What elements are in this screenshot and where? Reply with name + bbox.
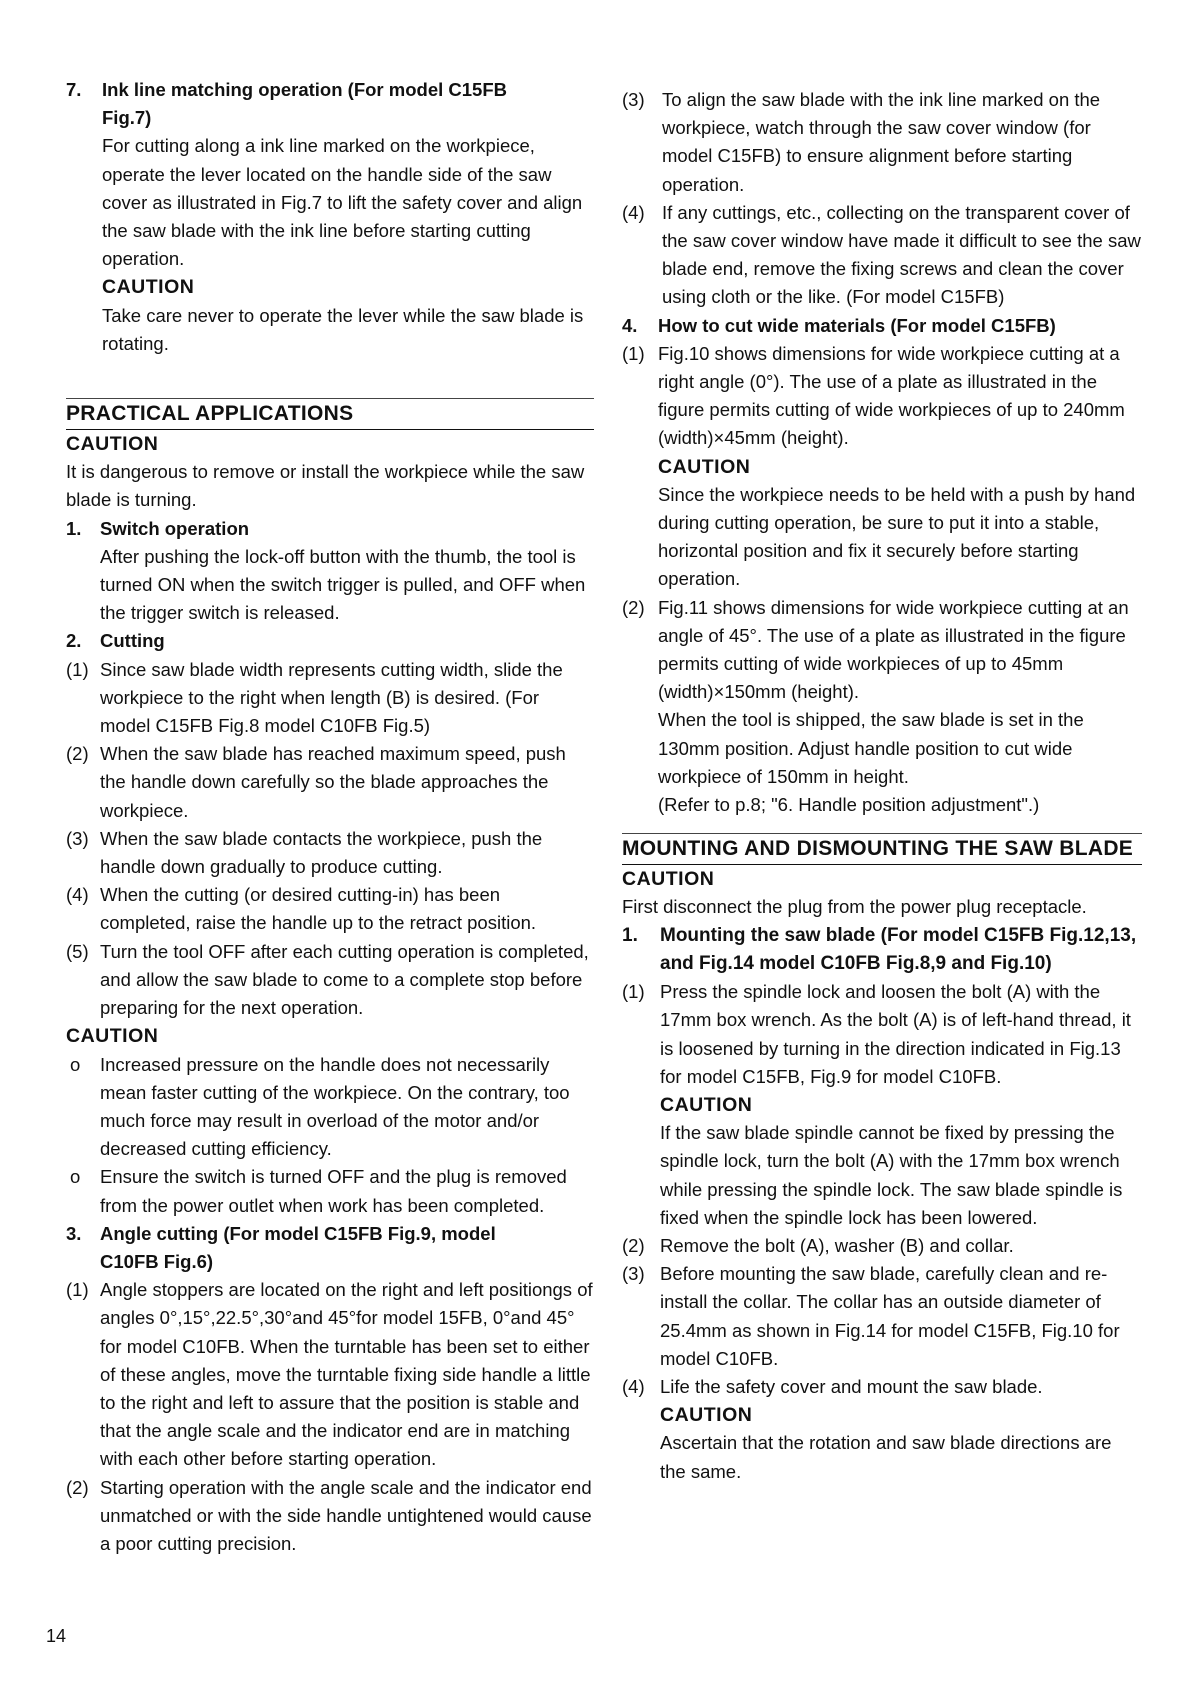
- section-number: 1.: [66, 517, 82, 539]
- item-text: Before mounting the saw blade, carefully clean and re-install the collar. The collar has an outside diameter of 25.4mm as shown in Fig.14 for model C15FB, Fig.10 for model C10FB.: [660, 1263, 1120, 1369]
- list-item: [66, 740, 594, 825]
- page-number: 14: [46, 1626, 67, 1646]
- section-number: 4.: [622, 314, 638, 336]
- section-4-heading: [622, 312, 1142, 340]
- caution-text: Since the workpiece needs to be held with a push by hand during cutting operation, be sure to put it into a stable, horizontal position and fix it securely before starting operation.: [658, 483, 1136, 590]
- list-item: [622, 1232, 1142, 1260]
- list-item: [622, 978, 1142, 1232]
- section-title: Fig.7): [102, 107, 152, 129]
- bullet-item: [66, 1051, 594, 1164]
- list-item: [66, 656, 594, 741]
- item-text: When the saw blade has reached maximum speed, push the handle down carefully so the blade approaches the workpiece.: [100, 743, 566, 821]
- section-number: 3.: [66, 1222, 82, 1244]
- list-item: [622, 594, 1142, 820]
- list-item: [622, 1373, 1142, 1486]
- item-text: Increased pressure on the handle does not necessarily mean faster cutting of the workpiece. On the contrary, too much force may result in overload of the motor and/or decreased cutting efficiency.: [100, 1053, 570, 1160]
- left-column: [66, 76, 594, 1558]
- caution-text: It is dangerous to remove or install the workpiece while the saw blade is turning.: [66, 461, 585, 511]
- caution-label: CAUTION: [66, 433, 159, 456]
- item-text: Since saw blade width represents cutting width, slide the workpiece to the right when length (B) is desired. (For model C15FB Fig.8 model C10FB Fig.5): [100, 658, 563, 737]
- section-7-heading: [66, 76, 594, 132]
- caution-label: CAUTION: [660, 1093, 753, 1116]
- caution-label: CAUTION: [102, 276, 195, 299]
- section-title: C10FB Fig.6): [100, 1250, 214, 1272]
- item-number: (5): [66, 940, 89, 962]
- section-title: Switch operation: [100, 517, 250, 539]
- caution-label: CAUTION: [66, 1025, 159, 1048]
- item-number: (2): [66, 1476, 89, 1498]
- list-item: [622, 86, 1142, 199]
- section-title: Ink line matching operation (For model C15FB: [102, 79, 507, 100]
- item-number: (3): [66, 827, 89, 849]
- item-text: Fig.11 shows dimensions for wide workpiece cutting at an angle of 45°. The use of a plate as illustrated in the figure permits cutting of wide workpieces of up to 45mm (width)×150mm (height).: [658, 596, 1129, 703]
- item-number: (2): [622, 1234, 645, 1256]
- caution-text: If the saw blade spindle cannot be fixed by pressing the spindle lock, turn the bolt (A) with the 17mm box wrench while pressing the spindle lock. The saw blade spindle is fixed when the spindle lock has been lowered.: [660, 1122, 1123, 1228]
- item-number: (3): [622, 89, 645, 110]
- item-number: (4): [622, 201, 645, 223]
- item-number: (4): [66, 884, 89, 906]
- item-text: Life the safety cover and mount the saw blade.: [660, 1375, 1043, 1397]
- item-text: Starting operation with the angle scale and the indicator end unmatched or with the side handle untightened would cause a poor cutting precision.: [100, 1476, 592, 1554]
- list-item: [622, 1260, 1142, 1373]
- paragraph: For cutting along a ink line marked on the workpiece, operate the lever located on the handle side of the saw cover as illustrated in Fig.7 to lift the safety cover and align the saw blade with the ink line before starting cutting operation.: [102, 135, 583, 270]
- item-number: (2): [66, 743, 89, 765]
- bullet-item: [66, 1163, 594, 1219]
- caution-label: CAUTION: [660, 1404, 753, 1427]
- section-2-heading: [66, 627, 594, 655]
- caution-label: CAUTION: [622, 868, 715, 891]
- list-item: [66, 881, 594, 937]
- section-number: 2.: [66, 630, 82, 652]
- item-text: If any cuttings, etc., collecting on the transparent cover of the saw cover window have made it difficult to see the saw blade end, remove the fixing screws and clean the cover using cloth or the like. (For model C15FB): [662, 201, 1141, 308]
- item-number: (3): [622, 1263, 645, 1285]
- list-item: [622, 199, 1142, 312]
- list-item: [66, 938, 594, 1023]
- mount-section-1-heading: [622, 922, 1142, 978]
- caution-text: First disconnect the plug from the power plug receptacle.: [622, 896, 1087, 918]
- section-3-heading: [66, 1220, 594, 1276]
- list-item: [66, 1474, 594, 1559]
- item-number: (4): [622, 1375, 645, 1397]
- bullet-icon: o: [70, 1053, 81, 1075]
- item-text: When the cutting (or desired cutting-in) has been completed, raise the handle up to the retract position.: [100, 884, 537, 934]
- caution-text: Ascertain that the rotation and saw blade directions are the same.: [660, 1432, 1112, 1482]
- item-text: To align the saw blade with the ink line marked on the workpiece, watch through the saw cover window (for model C15FB) to ensure alignment before starting operation.: [662, 89, 1101, 195]
- item-text: Turn the tool OFF after each cutting operation is completed, and allow the saw blade to come to a complete stop before preparing for the next operation.: [100, 940, 589, 1019]
- bullet-icon: o: [70, 1166, 81, 1188]
- practical-applications-heading: PRACTICAL APPLICATIONS: [66, 400, 594, 430]
- item-number: (1): [66, 1279, 89, 1301]
- mounting-heading: MOUNTING AND DISMOUNTING THE SAW BLADE: [622, 835, 1142, 865]
- item-number: (1): [622, 981, 645, 1003]
- list-item: [66, 825, 594, 881]
- reference-text: (Refer to p.8; "6. Handle position adjustment".): [658, 794, 1040, 816]
- item-text: Ensure the switch is turned OFF and the plug is removed from the power outlet when work has been completed.: [100, 1166, 567, 1216]
- item-text: When the saw blade contacts the workpiece, push the handle down gradually to produce cutting.: [100, 827, 543, 878]
- item-number: (1): [622, 342, 645, 364]
- item-text: When the tool is shipped, the saw blade is set in the 130mm position. Adjust handle position to cut wide workpiece of 150mm in height.: [658, 709, 1084, 787]
- section-1-heading: [66, 515, 594, 543]
- item-text: Remove the bolt (A), washer (B) and collar.: [660, 1234, 1014, 1256]
- right-column: [622, 86, 1142, 1486]
- item-text: Fig.10 shows dimensions for wide workpiece cutting at a right angle (0°). The use of a plate as illustrated in the figure permits cutting of wide workpieces of up to 240mm (width)×45mm (height).: [658, 342, 1125, 449]
- list-item: [66, 1276, 594, 1473]
- item-text: Press the spindle lock and loosen the bolt (A) with the 17mm box wrench. As the bolt (A) is of left-hand thread, it is loosened by turning in the direction indicated in Fig.13 for model C15FB, Fig.9 for model C10FB.: [660, 981, 1131, 1087]
- section-number: 7.: [66, 79, 82, 100]
- caution-text: Take care never to operate the lever while the saw blade is rotating.: [102, 304, 584, 354]
- item-text: Angle stoppers are located on the right and left positiongs of angles 0°,15°,22.5°,30°and 45°for model 15FB, 0°and 45° for model C10FB. When the turntable has been set to either of these angles, move the turntable fixing side handle a little to the right and left to assure that the position is stable and that the angle scale and the indicator end are in matching with each other before starting operation.: [100, 1279, 593, 1470]
- list-item: [622, 340, 1142, 594]
- section-number: 1.: [622, 924, 638, 946]
- section-title: Mounting the saw blade (For model C15FB Fig.12,13, and Fig.14 model C10FB Fig.8,9 and Fig.10): [660, 924, 1137, 974]
- section-title: How to cut wide materials (For model C15FB): [658, 314, 1056, 336]
- paragraph: After pushing the lock-off button with the thumb, the tool is turned ON when the switch trigger is pulled, and OFF when the trigger switch is released.: [100, 545, 586, 624]
- caution-label: CAUTION: [658, 455, 751, 478]
- section-title: Angle cutting (For model C15FB Fig.9, model: [100, 1222, 496, 1244]
- item-number: (2): [622, 596, 645, 618]
- item-number: (1): [66, 658, 89, 680]
- section-title: Cutting: [100, 630, 165, 652]
